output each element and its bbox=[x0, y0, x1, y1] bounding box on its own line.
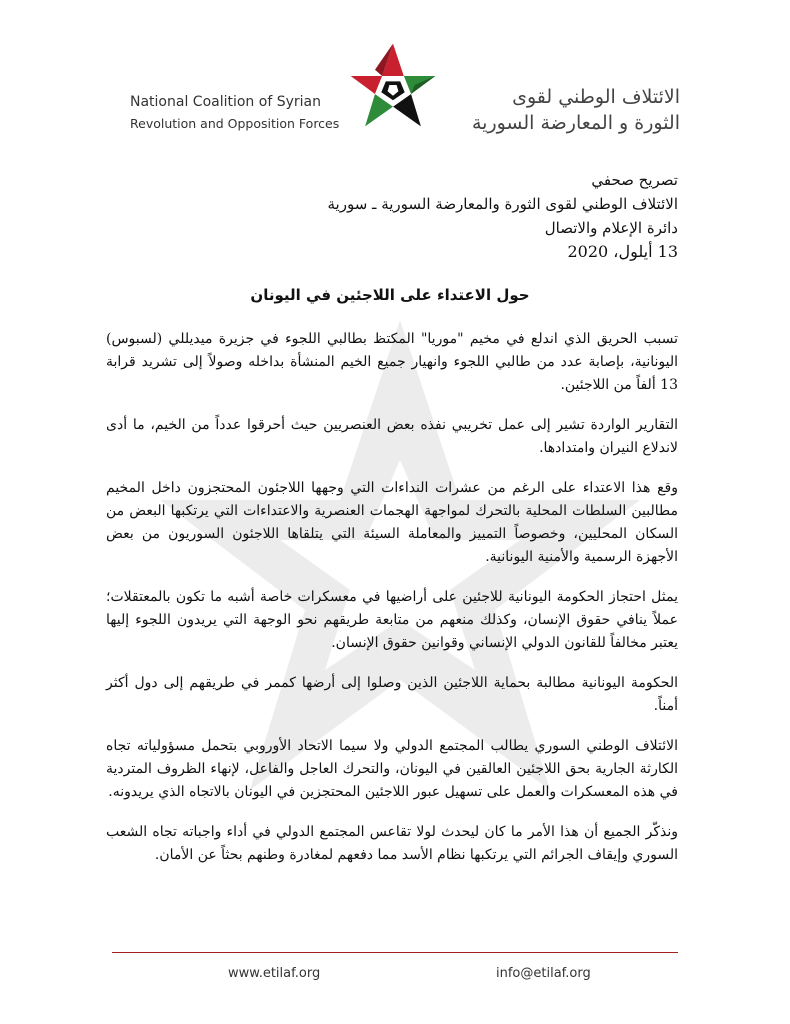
org-name-english-line2: Revolution and Opposition Forces bbox=[130, 116, 340, 131]
footer-divider bbox=[112, 952, 678, 953]
letterhead bbox=[0, 40, 790, 150]
document-date: 13 أيلول، 2020 bbox=[567, 242, 678, 261]
document-title: حول الاعتداء على اللاجئين في اليونان bbox=[250, 286, 530, 304]
org-name-arabic bbox=[440, 84, 680, 136]
paragraph: ونذكّر الجميع أن هذا الأمر ما كان ليحدث لولا تقاعس المجتمع الدولي في أداء واجباته تجاه الشعب السوري وإيقاف الجرائم التي يرتكبها نظام الأسد مما دفعهم لمغادرة وطنهم بحثاً عن الأمان. bbox=[106, 824, 678, 863]
paragraph: تسبب الحريق الذي اندلع في مخيم "موريا" المكتظ بطالبي اللجوء في جزيرة ميديللي (لسبوس) اليونانية، بإصابة عدد من طالبي اللجوء وانهيار جميع الخيم المنشأة بداخله وصولاً إلى تشريد قرابة 13 ألفاً من اللاجئين. bbox=[106, 331, 678, 393]
footer-website-link[interactable]: www.etilaf.org bbox=[228, 966, 321, 981]
document-meta bbox=[178, 168, 678, 264]
department-line: دائرة الإعلام والاتصال bbox=[544, 219, 678, 237]
star-logo-icon bbox=[348, 40, 438, 130]
org-name-arabic-line1: الائتلاف الوطني لقوى bbox=[512, 86, 680, 108]
paragraph: الحكومة اليونانية مطالبة بحماية اللاجئين الذين وصلوا إلى أرضها كممر في طريقهم إلى دول أكثر أمناً. bbox=[106, 675, 678, 714]
org-name-english-line1: National Coalition of Syrian bbox=[130, 94, 321, 110]
org-name-arabic-line2: الثورة و المعارضة السورية bbox=[471, 112, 680, 134]
paragraph: يمثل احتجاز الحكومة اليونانية للاجئين على أراضيها في معسكرات خاصة أشبه ما تكون بالمعتقلات؛ عملاً ينافي حقوق الإنسان، وكذلك منعهم من متابعة طريقهم نحو الوجهة التي يريدون اللجوء إليها يعتبر مخالفاً للقانون الدولي الإنساني وقوانين حقوق الإنسان. bbox=[106, 589, 678, 651]
org-name-english bbox=[130, 92, 355, 134]
paragraph: التقارير الواردة تشير إلى عمل تخريبي نفذه بعض العنصريين حيث أحرقوا عدداً من الخيم، ما أدى لاندلاع النيران وامتدادها. bbox=[106, 417, 678, 456]
organization-line: الائتلاف الوطني لقوى الثورة والمعارضة السورية ـ سورية bbox=[327, 195, 678, 213]
paragraph: الائتلاف الوطني السوري يطالب المجتمع الدولي ولا سيما الاتحاد الأوروبي بتحمل مسؤولياته تجاه الكارثة الجارية بحق اللاجئين العالقين في اليونان، والتحرك العاجل والفاعل، لإنهاء الظروف المتردية في هذه المعسكرات والعمل على تسهيل عبور اللاجئين المحتجزين في اليونان بالاتجاه الذي يريدونه. bbox=[106, 738, 678, 800]
document-body bbox=[106, 328, 678, 884]
paragraph: وقع هذا الاعتداء على الرغم من عشرات النداءات التي وجهها اللاجئون المحتجزون داخل المخيم مطالبين السلطات المحلية بالتحرك لمواجهة الهجمات العنصرية والاعتداءات التي يرتكبها البعض من السكان المحليين، وخصوصاً التمييز والمعاملة السيئة التي يتلقاها اللاجئون السوريون من بعض الأجهزة الرسمية والأمنية اليونانية. bbox=[106, 480, 678, 565]
document-type: تصريح صحفي bbox=[591, 171, 678, 189]
footer-email-link[interactable]: info@etilaf.org bbox=[496, 966, 591, 981]
